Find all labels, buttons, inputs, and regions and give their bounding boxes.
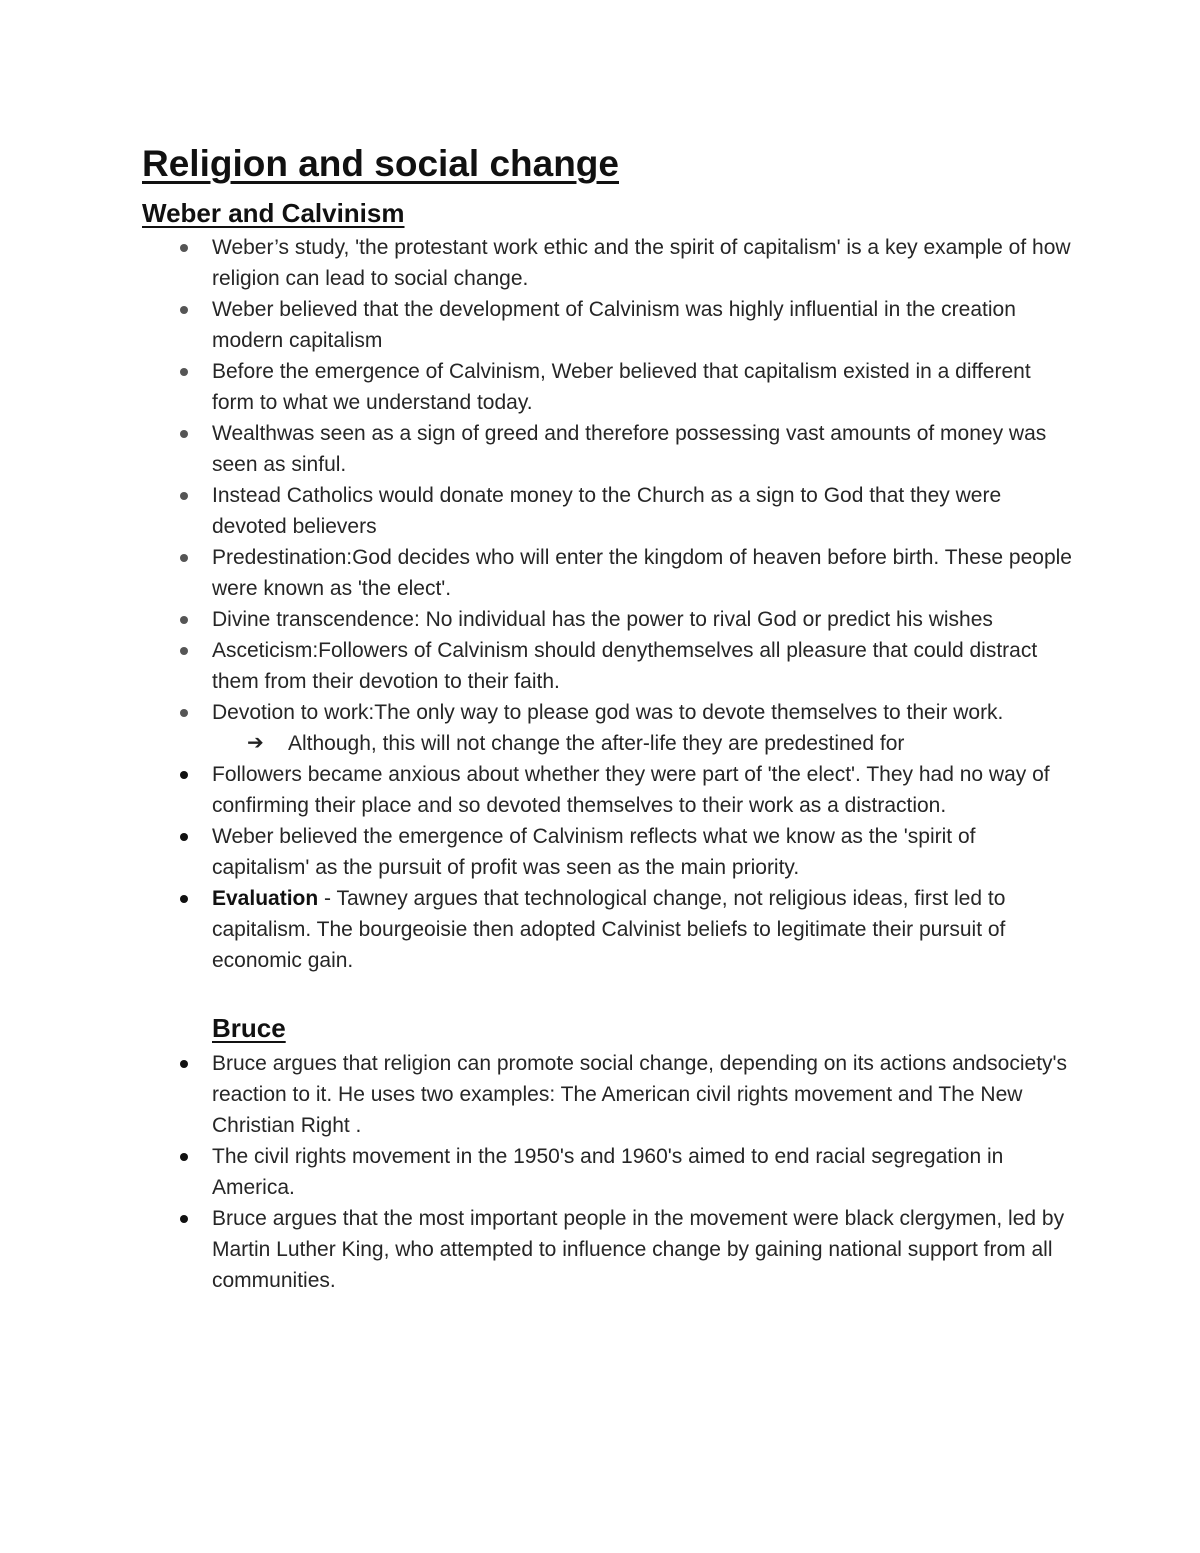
list-item-text: Devotion to work:The only way to please god was to devote themselves to their work. (212, 701, 1004, 724)
list-item (142, 294, 1072, 356)
list-item-text: Weber believed that the development of Calvinism was highly influential in the creation modern capitalism (212, 298, 1016, 352)
list-item-text: The civil rights movement in the 1950's and 1960's aimed to end racial segregation in America. (212, 1145, 1004, 1199)
bullet-icon (180, 430, 188, 438)
bullet-icon (180, 616, 188, 624)
evaluation-label: Evaluation (212, 887, 319, 910)
sub-list-item (142, 728, 1072, 759)
list-item-text: Bruce argues that religion can promote social change, depending on its actions andsociety's reaction to it. He uses two examples: The American civil rights movement and The New Christian Right . (212, 1052, 1068, 1137)
page-title: Religion and social change (142, 143, 619, 184)
list-item (142, 604, 1072, 635)
evaluation-item (142, 883, 1072, 976)
bullet-icon (180, 895, 188, 903)
section-heading-weber: Weber and Calvinism (142, 198, 405, 228)
bullet-icon (180, 368, 188, 376)
bullet-icon (180, 554, 188, 562)
bullet-icon (180, 492, 188, 500)
evaluation-text: - Tawney argues that technological change, not religious ideas, first led to capitalism. The bourgeoisie then adopted Calvinist beliefs to legitimate their pursuit of economic gain. (212, 887, 1006, 972)
list-item (142, 759, 1072, 821)
bullet-icon (180, 647, 188, 655)
list-item-text: Divine transcendence: No individual has the power to rival God or predict his wishes (212, 608, 993, 631)
list-item (142, 232, 1072, 294)
weber-bullet-list (142, 232, 1072, 976)
list-item (142, 1203, 1072, 1296)
list-item-text: Asceticism:Followers of Calvinism should denythemselves all pleasure that could distract them from their devotion to their faith. (212, 639, 1038, 693)
list-item (142, 635, 1072, 697)
list-item-text: Weber believed the emergence of Calvinism reflects what we know as the 'spirit of capitalism' as the pursuit of profit was seen as the main priority. (212, 825, 976, 879)
sub-list-item-text: Although, this will not change the after-life they are predestined for (288, 732, 905, 755)
list-item-text: Instead Catholics would donate money to the Church as a sign to God that they were devoted believers (212, 484, 1002, 538)
bullet-icon (180, 833, 188, 841)
list-item (142, 356, 1072, 418)
list-item-text: Followers became anxious about whether they were part of 'the elect'. They had no way of confirming their place and so devoted themselves to their work as a distraction. (212, 763, 1050, 817)
arrow-right-icon: ➔ (247, 732, 264, 754)
list-item-text: Wealthwas seen as a sign of greed and therefore possessing vast amounts of money was seen as sinful. (212, 422, 1047, 476)
bullet-icon (180, 306, 188, 314)
list-item (142, 1048, 1072, 1141)
list-item-text: Bruce argues that the most important people in the movement were black clergymen, led by Martin Luther King, who attempted to influence change by gaining national support from all communities. (212, 1207, 1065, 1292)
list-item (142, 480, 1072, 542)
bullet-icon (180, 1153, 188, 1161)
bullet-icon (180, 771, 188, 779)
list-item (142, 542, 1072, 604)
list-item (142, 697, 1072, 728)
list-item (142, 1141, 1072, 1203)
bullet-icon (180, 1060, 188, 1068)
bullet-icon (180, 1215, 188, 1223)
bruce-bullet-list (142, 1048, 1072, 1296)
list-item-text: Weber’s study, 'the protestant work ethic and the spirit of capitalism' is a key example of how religion can lead to social change. (212, 236, 1071, 290)
list-item-text: Predestination:God decides who will enter the kingdom of heaven before birth. These people were known as 'the elect'. (212, 546, 1072, 600)
section-heading-bruce: Bruce (212, 1013, 286, 1043)
list-item (142, 418, 1072, 480)
bullet-icon (180, 244, 188, 252)
bullet-icon (180, 709, 188, 717)
list-item-text: Before the emergence of Calvinism, Weber believed that capitalism existed in a different form to what we understand today. (212, 360, 1031, 414)
list-item (142, 821, 1072, 883)
document-page (142, 140, 1072, 1296)
